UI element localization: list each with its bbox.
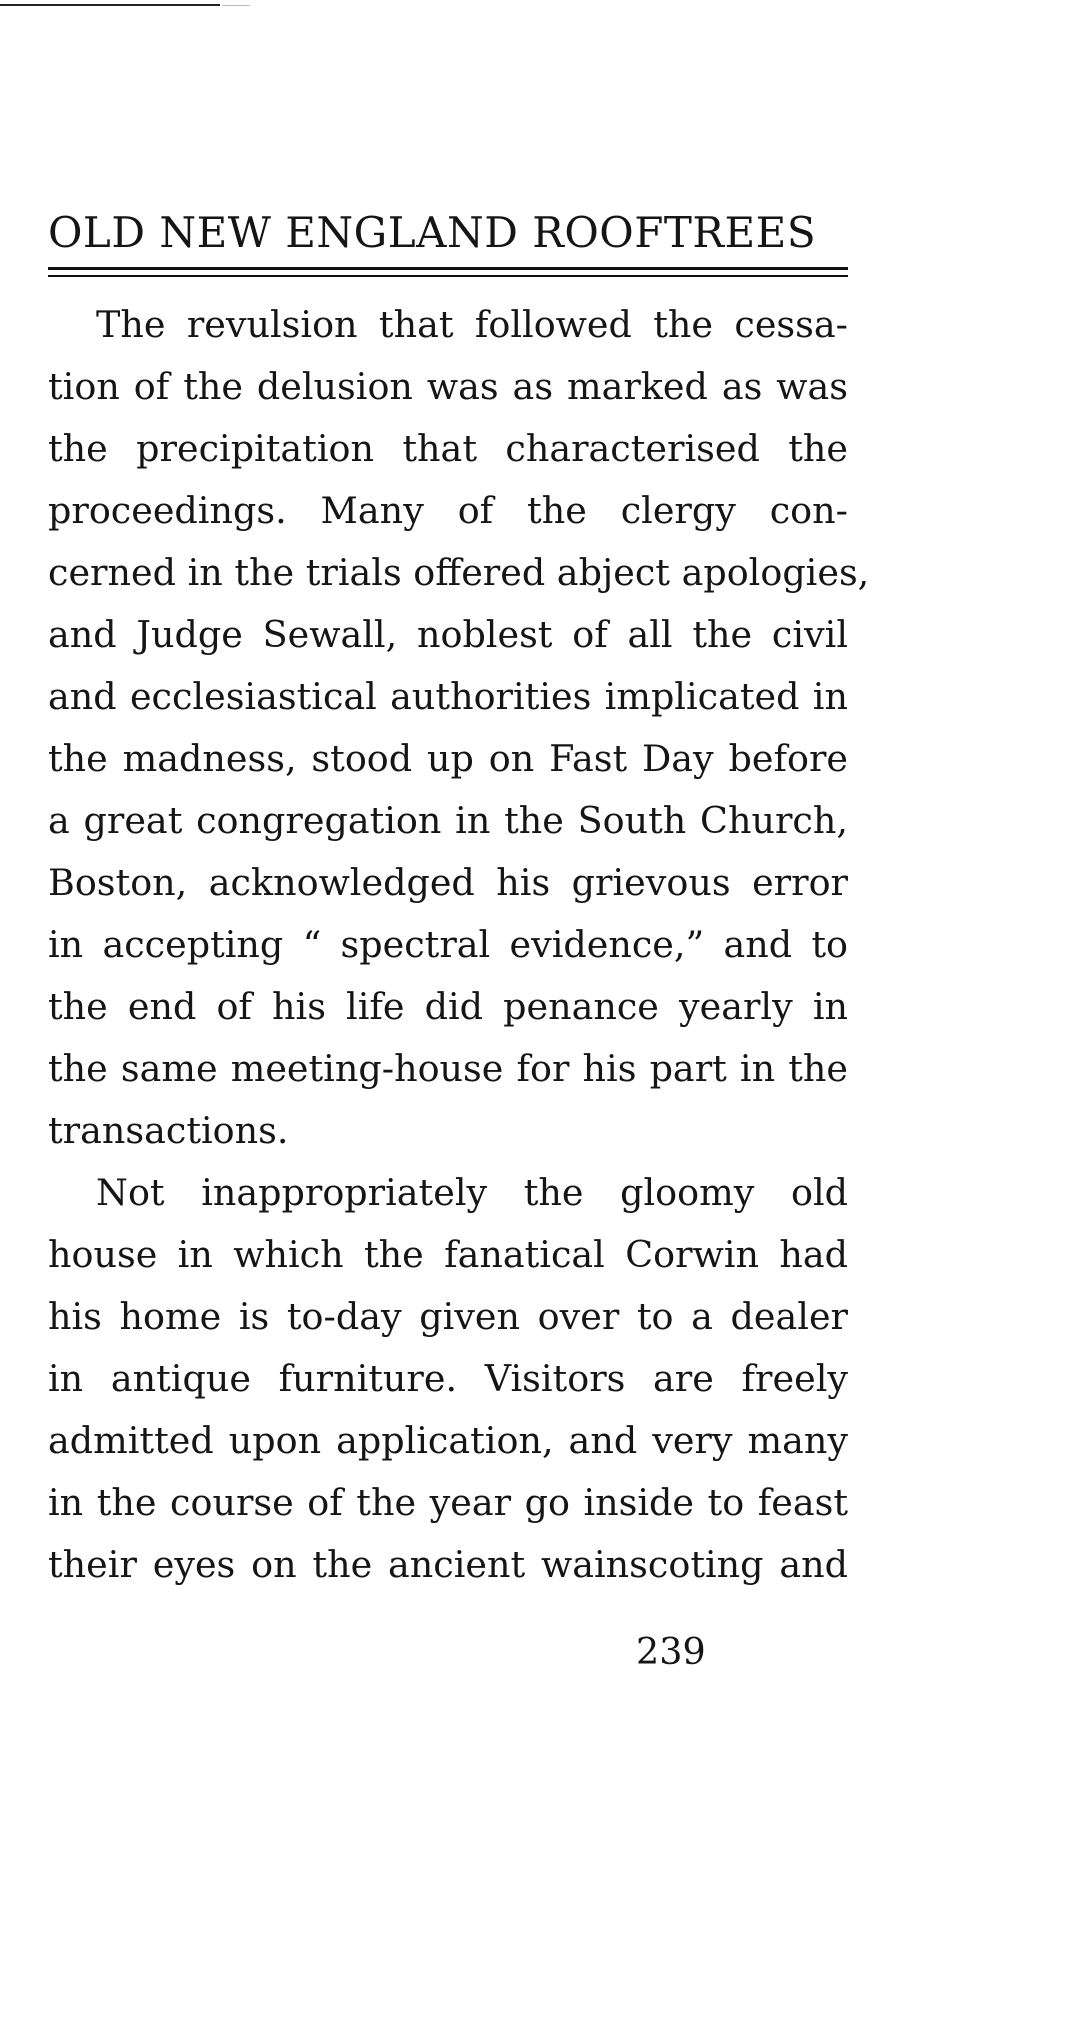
text-line: and ecclesiastical authorities implicated in bbox=[48, 675, 848, 718]
running-head-rule-thin bbox=[48, 275, 848, 277]
text-line: their eyes on the ancient wainscoting and bbox=[48, 1543, 848, 1586]
text-line: cerned in the trials offered abject apologies, bbox=[48, 551, 870, 594]
text-line: in the course of the year go inside to feast bbox=[48, 1481, 848, 1524]
text-line: a great congregation in the South Church, bbox=[48, 799, 848, 842]
text-line: Boston, acknowledged his grievous error bbox=[48, 861, 848, 904]
page-number: 239 bbox=[636, 1630, 706, 1673]
text-line: the precipitation that characterised the bbox=[48, 427, 848, 470]
text-line: in antique furniture. Visitors are freely bbox=[48, 1357, 848, 1400]
text-line: the same meeting-house for his part in the bbox=[48, 1047, 848, 1090]
top-edge-rule bbox=[0, 4, 220, 6]
text-line: his home is to-day given over to a dealer bbox=[48, 1295, 848, 1338]
running-head: OLD NEW ENGLAND ROOFTREES bbox=[48, 208, 817, 257]
text-line: Not inappropriately the gloomy old bbox=[96, 1171, 848, 1214]
text-line: admitted upon application, and very many bbox=[48, 1419, 848, 1462]
text-line: the madness, stood up on Fast Day before bbox=[48, 737, 848, 780]
body-text bbox=[48, 294, 870, 1596]
text-line: and Judge Sewall, noblest of all the civil bbox=[48, 613, 848, 656]
text-line: tion of the delusion was as marked as was bbox=[48, 365, 848, 408]
text-line: proceedings. Many of the clergy con- bbox=[48, 489, 848, 532]
text-line: The revulsion that followed the cessa- bbox=[96, 303, 848, 346]
text-line: transactions. bbox=[48, 1109, 289, 1152]
text-line: the end of his life did penance yearly in bbox=[48, 985, 848, 1028]
text-line: in accepting “ spectral evidence,” and to bbox=[48, 923, 848, 966]
top-edge-rule-faint bbox=[222, 5, 250, 6]
text-line: house in which the fanatical Corwin had bbox=[48, 1233, 848, 1276]
running-head-rule-thick bbox=[48, 267, 848, 270]
paragraph-1 bbox=[48, 294, 870, 1162]
paragraph-2 bbox=[48, 1162, 848, 1596]
